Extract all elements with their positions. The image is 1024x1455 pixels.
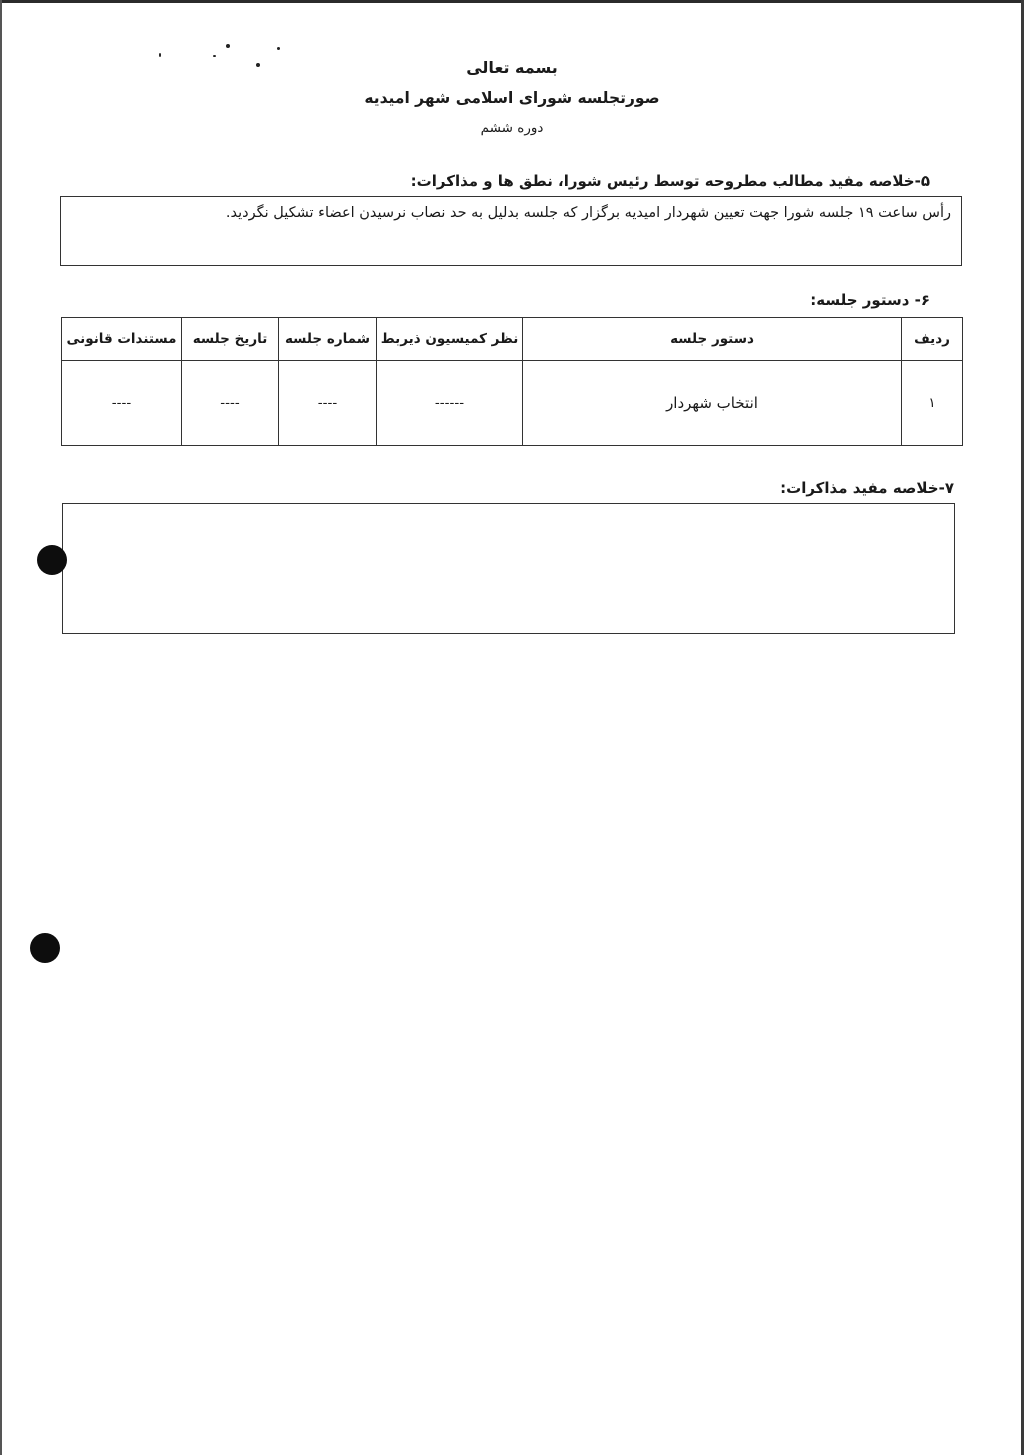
section-6-heading: ۶- دستور جلسه: <box>810 291 930 309</box>
punch-hole <box>37 545 67 575</box>
council-term: دوره ششم <box>480 120 544 136</box>
cell-legal-documents: ---- <box>62 361 182 446</box>
section-5-heading: ۵-خلاصه مفید مطالب مطروحه توسط رئیس شورا، نطق ها و مذاکرات: <box>410 172 930 190</box>
header-session-number: شماره جلسه <box>279 318 377 361</box>
scan-speck <box>277 47 280 50</box>
document-title: صورتجلسه شورای اسلامی شهر امیدیه <box>364 89 660 107</box>
table-header-row <box>62 318 963 361</box>
scan-speck <box>159 53 161 57</box>
header-session-date: تاریخ جلسه <box>182 318 279 361</box>
cell-row-number: ۱ <box>902 361 963 446</box>
cell-session-date: ---- <box>182 361 279 446</box>
section-5-body: رأس ساعت ۱۹ جلسه شورا جهت تعیین شهردار امیدیه برگزار که جلسه بدلیل به حد نصاب نرسیدن اعضاء تشکیل نگردید. <box>225 205 951 221</box>
section-7-box <box>62 503 955 634</box>
cell-commission-opinion: ------ <box>377 361 523 446</box>
header-legal-documents: مستندات قانونی <box>62 318 182 361</box>
cell-agenda: انتخاب شهردار <box>523 361 902 446</box>
section-5-box <box>60 196 962 266</box>
scan-edge-left <box>0 0 2 1455</box>
punch-hole <box>30 933 60 963</box>
header-agenda: دستور جلسه <box>523 318 902 361</box>
scan-edge-top <box>0 0 1024 3</box>
header-commission-opinion: نظر کمیسیون ذیربط <box>377 318 523 361</box>
invocation-heading: بسمه تعالی <box>466 58 558 77</box>
header-row-number: ردیف <box>902 318 963 361</box>
scan-speck <box>226 44 230 48</box>
agenda-table <box>61 317 963 446</box>
cell-session-number: ---- <box>279 361 377 446</box>
scan-speck <box>213 55 216 57</box>
section-7-heading: ۷-خلاصه مفید مذاکرات: <box>780 479 954 497</box>
table-row <box>62 361 963 446</box>
